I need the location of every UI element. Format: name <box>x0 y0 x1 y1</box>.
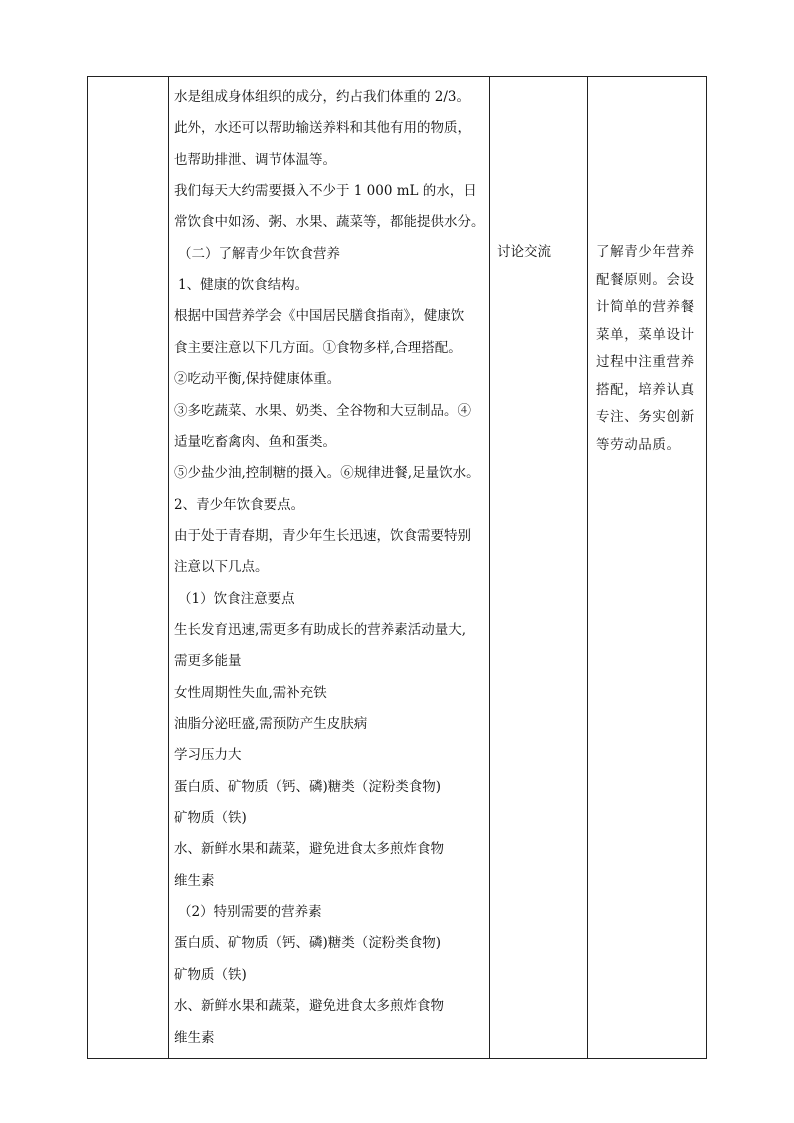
column-divider <box>587 77 588 1058</box>
content-line: 维生素 <box>174 1029 215 1046</box>
content-line: 食主要注意以下几方面。①食物多样,合理搭配。 <box>174 339 462 356</box>
goal-line: 搭配，培养认真 <box>596 381 695 398</box>
content-line: 矿物质（铁) <box>174 810 247 827</box>
content-line: 1、健康的饮食结构。 <box>178 277 309 294</box>
content-line: 油脂分泌旺盛,需预防产生皮肤病 <box>174 716 368 732</box>
column-divider <box>489 77 490 1058</box>
content-line: ③多吃蔬菜、水果、奶类、全谷物和大豆制品。④ <box>174 402 471 419</box>
goal-line: 菜单，菜单设计 <box>596 326 695 343</box>
content-line: 水、新鲜水果和蔬菜，避免进食太多煎炸食物 <box>174 998 444 1015</box>
content-line: 水、新鲜水果和蔬菜，避免进食太多煎炸食物 <box>174 841 444 858</box>
column-divider <box>168 77 169 1058</box>
content-line: 此外，水还可以帮助输送养料和其他有用的物质， <box>174 120 471 137</box>
content-line: 根据中国营养学会《中国居民膳食指南》，健康饮 <box>174 308 465 325</box>
content-line: 注意以下几点。 <box>174 559 269 576</box>
content-line: 生长发育迅速,需更多有助成长的营养素活动量大, <box>174 621 467 638</box>
content-line: 学习压力大 <box>174 747 242 764</box>
goal-line: 配餐原则。会设 <box>596 271 695 288</box>
content-line: ⑤少盐少油,控制糖的摄入。⑥规律进餐,足量饮水。 <box>174 465 480 482</box>
goal-line: 计简单的营养餐 <box>596 299 695 315</box>
content-line: 由于处于青春期，青少年生长迅速，饮食需要特别 <box>174 527 471 544</box>
content-line: 常饮食中如汤、粥、水果、蔬菜等，都能提供水分。 <box>174 214 485 231</box>
content-line: 女性周期性失血,需补充铁 <box>174 684 327 701</box>
empty-first-column-cell <box>88 77 168 1058</box>
content-line: （二）了解青少年饮食营养 <box>178 245 340 262</box>
content-line: 需更多能量 <box>174 653 242 670</box>
content-line: 蛋白质、矿物质（钙、磷)糖类（淀粉类食物) <box>174 935 442 952</box>
content-line: 水是组成身体组织的成分，约占我们体重的 2/3。 <box>174 89 471 105</box>
content-line: 2、青少年饮食要点。 <box>174 496 305 513</box>
content-line: 矿物质（铁) <box>174 966 247 983</box>
goal-line: 专注、务实创新 <box>596 409 695 425</box>
content-line: 蛋白质、矿物质（钙、磷)糖类（淀粉类食物) <box>174 778 442 795</box>
lesson-table <box>87 76 707 1059</box>
content-line: 也帮助排泄、调节体温等。 <box>174 151 336 168</box>
content-line: （1）饮食注意要点 <box>178 590 295 607</box>
content-line: （2）特别需要的营养素 <box>178 904 322 921</box>
activity-cell: 讨论交流 <box>497 244 551 260</box>
content-line: 我们每天大约需要摄入不少于 1 000 mL 的水，日 <box>174 183 477 200</box>
content-line: 适量吃畜禽肉、鱼和蛋类。 <box>174 433 336 450</box>
goal-line: 过程中注重营养 <box>596 354 695 370</box>
goal-line: 了解青少年营养 <box>596 244 695 260</box>
goal-cell <box>596 239 704 459</box>
content-line: 维生素 <box>174 872 215 889</box>
goal-line: 等劳动品质。 <box>596 436 681 453</box>
content-line: ②吃动平衡,保持健康体重。 <box>174 371 341 388</box>
